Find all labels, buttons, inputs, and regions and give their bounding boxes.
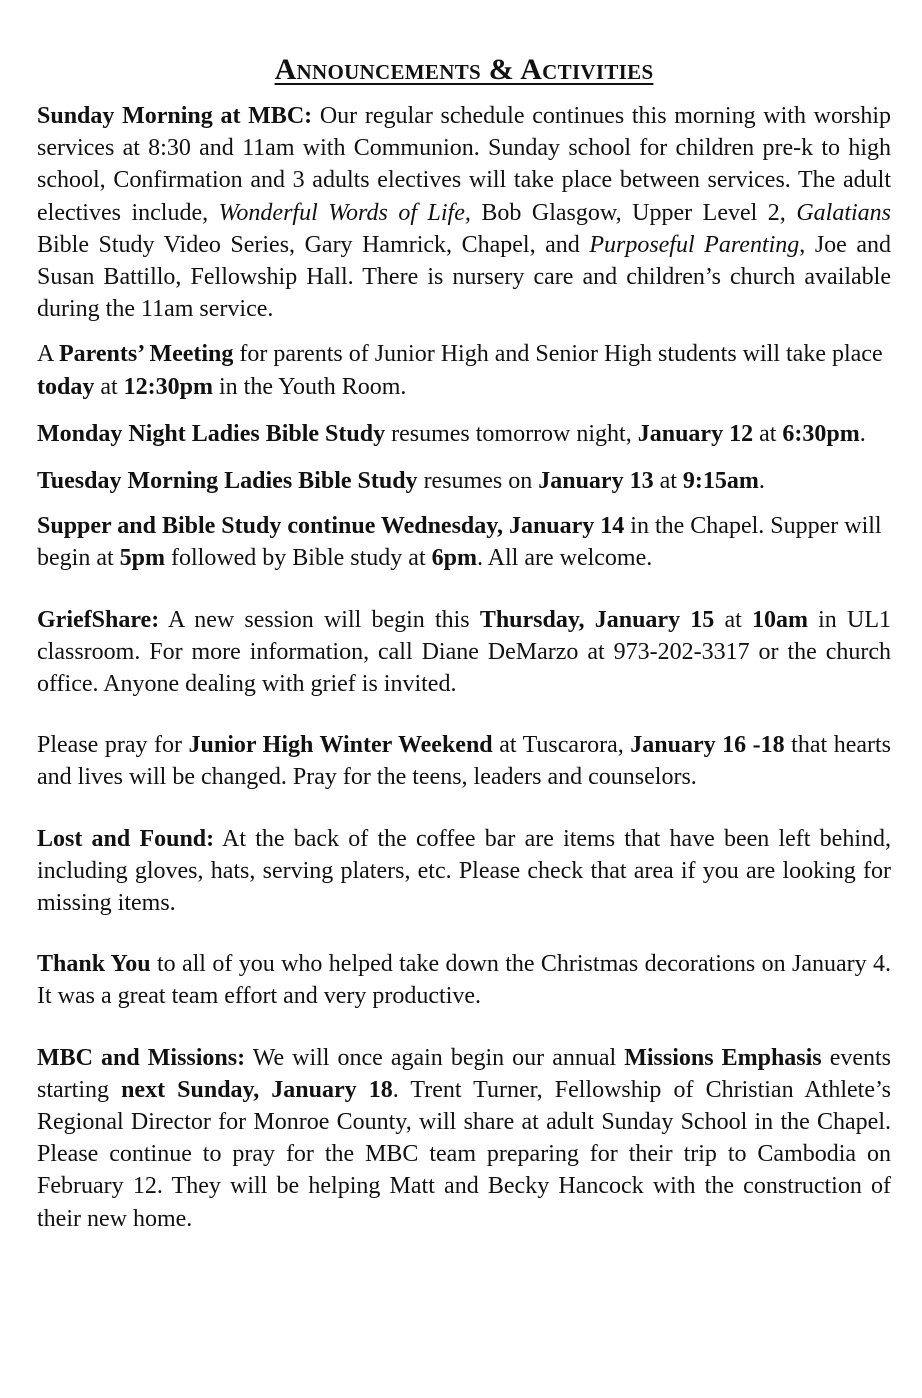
wednesday-supper-announcement: Supper and Bible Study continue Wednesday, January 14 in the Chapel. Supper will begin at 5pm followed by Bible study at 6pm. All are welcome.: [37, 513, 882, 572]
winter-weekend-announcement: Please pray for Junior High Winter Weekend at Tuscarora, January 16 -18 that hearts and lives will be changed. Pray for the teens, leaders and counselors.: [37, 732, 892, 791]
missions-announcement: MBC and Missions: We will once again begin our annual Missions Emphasis events starting next Sunday, January 18. Trent Turner, Fellowship of Christian Athlete’s Regional Director for Monroe County, will share at adult Sunday School in the Chapel. Please continue to pray for the MBC team preparing for their trip to Cambodia on February 12. They will be helping Matt and Becky Hancock with the construction of their new home.: [37, 1044, 891, 1232]
monday-study-announcement: Monday Night Ladies Bible Study resumes tomorrow night, January 12 at 6:30pm.: [37, 420, 866, 447]
griefshare-announcement: GriefShare: A new session will begin this Thursday, January 15 at 10am in UL1 classroom. For more information, call Diane DeMarzo at 973-202-3317 or the church office. Anyone dealing with grief is invited.: [37, 606, 891, 698]
thank-you-announcement: Thank You to all of you who helped take down the Christmas decorations on January 4. It was a great team effort and very productive.: [37, 951, 891, 1010]
sunday-morning-announcement: Sunday Morning at MBC: Our regular schedule continues this morning with worship services at 8:30 and 11am with Communion. Sunday school for children pre-k to high school, Confirmation and 3 adults electives will take place between services. The adult electives include, Wonderful Words of Life, Bob Glasgow, Upper Level 2, Galatians Bible Study Video Series, Gary Hamrick, Chapel, and Purposeful Parenting, Joe and Susan Battillo, Fellowship Hall. There is nursery care and children’s church available during the 11am service.: [37, 103, 891, 323]
page-title: Announcements & Activities: [274, 53, 654, 86]
lost-and-found-announcement: Lost and Found: At the back of the coffee bar are items that have been left behind, including gloves, hats, serving platers, etc. Please check that area if you are looking for missing items.: [37, 825, 891, 917]
parents-meeting-announcement: A Parents’ Meeting for parents of Junior High and Senior High students will take place today at 12:30pm in the Youth Room.: [37, 341, 883, 400]
tuesday-study-announcement: Tuesday Morning Ladies Bible Study resumes on January 13 at 9:15am.: [37, 468, 765, 495]
